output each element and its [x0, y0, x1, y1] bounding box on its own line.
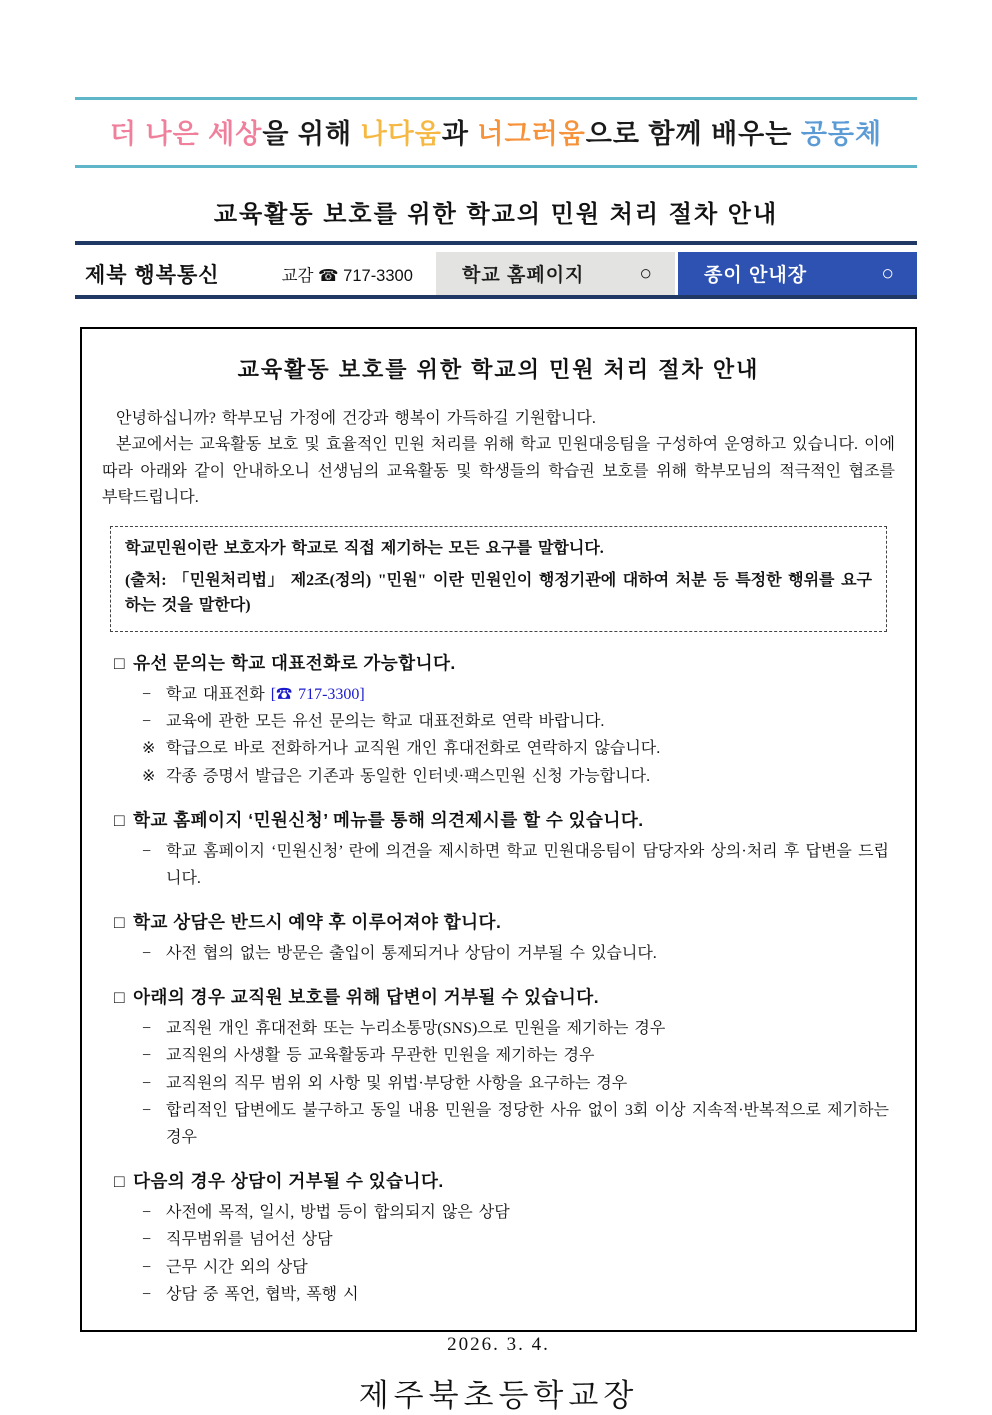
item-text: 사전 협의 없는 방문은 출입이 통제되거나 상담이 거부될 수 있습니다.: [166, 945, 657, 963]
document-date: 2026. 3. 4.: [447, 1333, 550, 1355]
item-text: 학급으로 바로 전화하거나 교직원 개인 휴대전화로 연락하지 않습니다.: [166, 740, 661, 758]
section-item: [114, 735, 895, 762]
page-title: 교육활동 보호를 위한 학교의 민원 처리 절차 안내: [75, 194, 917, 245]
item-marker: −: [142, 945, 152, 963]
section-item: [114, 763, 895, 790]
item-text: 각종 증명서 발급은 기존과 동일한 인터넷·팩스민원 신청 가능합니다.: [166, 767, 651, 785]
item-text: 합리적인 답변에도 불구하고 동일 내용 민원을 정당한 사유 없이 3회 이상 지속적·반복적으로 제기하는 경우: [166, 1101, 889, 1147]
banner-segment: 을 위해: [262, 119, 361, 149]
section-item: [114, 681, 895, 708]
item-marker: ※: [142, 767, 156, 785]
info-bar: [75, 252, 917, 299]
sections: [102, 650, 895, 1308]
item-marker: −: [142, 842, 152, 860]
intro-paragraph-2: 본교에서는 교육활동 보호 및 효율적인 민원 처리를 위해 학교 민원대응팀을 구성하여 운영하고 있습니다. 이에 따라 아래와 같이 안내하오니 선생님의 교육활동 및 학생들의 학습권 보호를 위해 학부모님의 적극적인 협조를 부탁드립니다.: [102, 436, 895, 507]
banner: [75, 97, 917, 168]
section-item: [114, 1199, 895, 1226]
intro-paragraph-1: 안녕하십니까? 학부모님 가정에 건강과 행복이 가득하길 기원합니다.: [116, 410, 596, 427]
section-heading-text: 학교 홈페이지 ‘민원신청’ 메뉴를 통해 의견제시를 할 수 있습니다.: [133, 809, 644, 830]
item-marker: −: [142, 1074, 152, 1092]
square-bullet-icon: □: [114, 652, 126, 673]
item-text: 상담 중 폭언, 협박, 폭행 시: [166, 1285, 359, 1303]
option-paper-notice: [678, 252, 917, 295]
item-text: 근무 시간 외의 상담: [166, 1258, 308, 1276]
square-bullet-icon: □: [114, 809, 126, 830]
banner-segment: 더 나은 세상: [109, 119, 263, 149]
section-item: [114, 1070, 895, 1097]
newsletter-name: 제북 행복통신: [85, 263, 220, 287]
banner-text: [75, 112, 917, 151]
section-heading: [114, 650, 895, 675]
radio-circle-icon: ○: [881, 262, 895, 285]
notice-section: [102, 909, 895, 967]
item-marker: −: [142, 1231, 152, 1249]
spacer: [413, 252, 436, 295]
section-heading: [114, 984, 895, 1009]
section-item: [114, 838, 895, 892]
item-text: 교직원의 직무 범위 외 사항 및 위법·부당한 사항을 요구하는 경우: [166, 1074, 628, 1092]
item-marker: −: [142, 1285, 152, 1303]
section-heading: [114, 1168, 895, 1193]
section-item: [114, 940, 895, 967]
banner-segment: 공동체: [800, 119, 883, 149]
item-marker: −: [142, 1258, 152, 1276]
item-marker: ※: [142, 740, 156, 758]
section-item: [114, 1226, 895, 1253]
banner-segment: 과: [441, 119, 478, 149]
item-marker: −: [142, 685, 152, 703]
item-text: 교육에 관한 모든 유선 문의는 학교 대표전화로 연락 바랍니다.: [166, 713, 605, 731]
option-school-homepage-label: 학교 홈페이지: [462, 265, 585, 286]
option-paper-notice-label: 종이 안내장: [704, 265, 808, 286]
notice-section: [102, 807, 895, 892]
item-marker: −: [142, 1204, 152, 1222]
section-heading: [114, 807, 895, 832]
section-item: [114, 1097, 895, 1151]
banner-segment: 나다움: [360, 119, 442, 149]
section-heading-text: 학교 상담은 반드시 예약 후 이루어져야 합니다.: [133, 912, 502, 933]
item-text: 학교 대표전화: [166, 685, 271, 703]
notice-section: [102, 1168, 895, 1308]
intro: [102, 406, 895, 512]
section-item: [114, 1015, 895, 1042]
square-bullet-icon: □: [114, 987, 126, 1008]
option-school-homepage: [436, 252, 675, 295]
item-text: 사전에 목적, 일시, 방법 등이 합의되지 않은 상담: [166, 1204, 510, 1222]
item-text: 교직원 개인 휴대전화 또는 누리소통망(SNS)으로 민원을 제기하는 경우: [166, 1020, 666, 1038]
definition-box: [110, 526, 887, 632]
radio-circle-icon: ○: [639, 262, 653, 285]
banner-segment: 너그러움: [477, 119, 586, 149]
section-heading-text: 유선 문의는 학교 대표전화로 가능합니다.: [133, 652, 456, 673]
item-phone-highlight: [☎ 717-3300]: [270, 685, 365, 703]
section-heading-text: 아래의 경우 교직원 보호를 위해 답변이 거부될 수 있습니다.: [133, 987, 600, 1008]
item-text: 학교 홈페이지 ‘민원신청’ 란에 의견을 제시하면 학교 민원대응팀이 담당자와 상의·처리 후 답변을 드립니다.: [166, 842, 889, 887]
document-box: [80, 327, 917, 1413]
item-marker: −: [142, 713, 152, 731]
item-text: 교직원의 사생활 등 교육활동과 무관한 민원을 제기하는 경우: [166, 1047, 595, 1065]
square-bullet-icon: □: [114, 1171, 126, 1192]
signature: 제주북초등학교장: [358, 1377, 639, 1413]
item-marker: −: [142, 1101, 152, 1119]
document-title: 교육활동 보호를 위한 학교의 민원 처리 절차 안내: [237, 357, 760, 382]
notice-section: [102, 650, 895, 790]
definition-line-2: (출처: 「민원처리법」 제2조(정의) "민원" 이란 민원인이 행정기관에 대하여 처분 등 특정한 행위를 요구하는 것을 말한다): [125, 572, 872, 615]
definition-line-1: 학교민원이란 보호자가 학교로 직접 제기하는 모든 요구를 말합니다.: [125, 539, 604, 557]
square-bullet-icon: □: [114, 912, 126, 933]
banner-segment: 으로 함께 배우는: [585, 119, 801, 149]
section-heading: [114, 909, 895, 934]
section-item: [114, 1254, 895, 1281]
section-heading-text: 다음의 경우 상담이 거부될 수 있습니다.: [133, 1171, 444, 1192]
contact-phone: 교감 ☎ 717-3300: [281, 266, 413, 285]
item-text: 직무범위를 넘어선 상담: [166, 1231, 333, 1249]
item-marker: −: [142, 1020, 152, 1038]
notice-section: [102, 984, 895, 1151]
item-marker: −: [142, 1047, 152, 1065]
section-item: [114, 1042, 895, 1069]
section-item: [114, 1281, 895, 1308]
section-item: [114, 708, 895, 735]
